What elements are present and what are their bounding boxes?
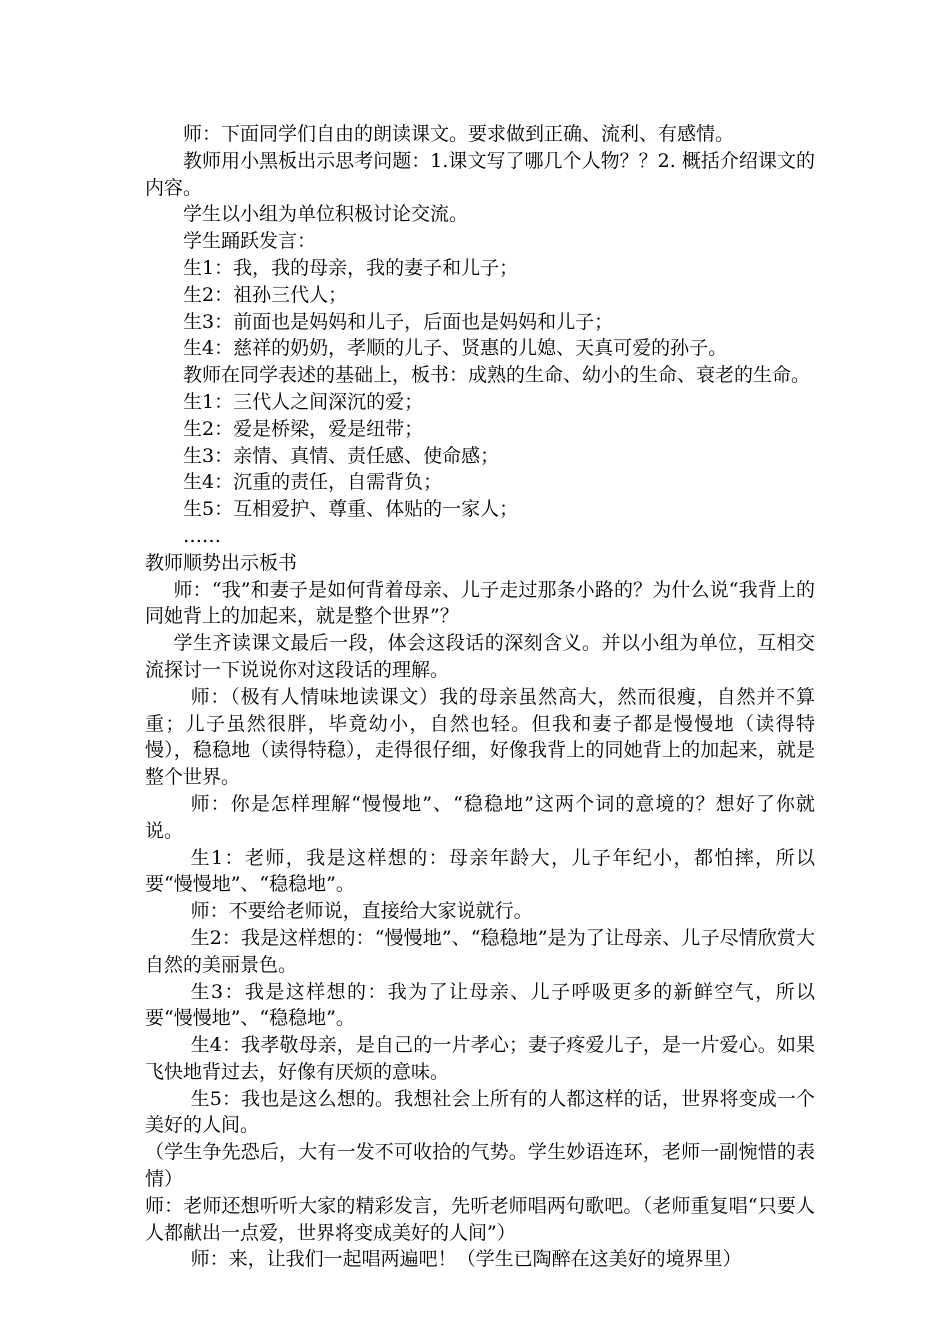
paragraph: 师：老师还想听听大家的精彩发言，先听老师唱两句歌吧。（老师重复唱“只要人人都献出一点爱，世界将变成美好的人间”）: [145, 1194, 815, 1244]
paragraph: 生4：我孝敬母亲，是自己的一片孝心；妻子疼爱儿子，是一片爱心。如果飞快地背过去，好像有厌烦的意味。: [145, 1034, 815, 1083]
paragraph: 师：（极有人情味地读课文）我的母亲虽然高大，然而很瘦，自然并不算重；儿子虽然很胖，毕竟幼小，自然也轻。但我和妻子都是慢慢地（读得特慢），稳稳地（读得特稳），走得很仔细，好像我背上的同她背上的加起来，就是整个世界。: [145, 685, 815, 789]
paragraph: 生5：互相爱护、尊重、体贴的一家人；: [183, 498, 519, 521]
paragraph: 师：下面同学们自由的朗读课文。要求做到正确、流利、有感情。: [183, 123, 735, 145]
paragraph: 生5：我也是这么想的。我想社会上所有的人都这样的话，世界将变成一个美好的人间。: [145, 1087, 815, 1137]
paragraph: 师：不要给老师说，直接给大家说就行。: [190, 900, 533, 923]
paragraph: 生2：我是这样想的：“慢慢地”、“稳稳地”是为了让母亲、儿子尽情欣赏大自然的美丽景色。: [145, 926, 815, 976]
paragraph: 生1：我，我的母亲，我的妻子和儿子；: [183, 256, 519, 279]
paragraph: 教师用小黑板出示思考问题：1.课文写了哪几个人物？？2. 概括介绍课文的内容。: [145, 149, 815, 199]
paragraph: 学生踊跃发言：: [183, 230, 317, 253]
paragraph: 生1：三代人之间深沉的爱；: [183, 390, 424, 413]
paragraph: 生3：前面也是妈妈和儿子，后面也是妈妈和儿子；: [183, 310, 614, 333]
lesson-text: [145, 121, 815, 1273]
paragraph: 生3：我是这样想的：我为了让母亲、儿子呼吸更多的新鲜空气，所以要“慢慢地”、“稳稳地”。: [145, 980, 815, 1030]
paragraph: 生2：祖孙三代人；: [183, 283, 348, 306]
paragraph: 学生以小组为单位积极讨论交流。: [183, 203, 469, 226]
paragraph: 师：“我”和妻子是如何背着母亲、儿子走过那条小路的？为什么说“我背上的同她背上的加起来，就是整个世界”？: [145, 578, 815, 628]
paragraph: （学生争先恐后，大有一发不可收拾的气势。学生妙语连环，老师一副惋惜的表情）: [145, 1141, 815, 1191]
heading-line: 教师顺势出示板书: [145, 551, 298, 574]
paragraph: 师：你是怎样理解“慢慢地”、“稳稳地”这两个词的意境的？想好了你就说。: [145, 792, 815, 842]
paragraph: 师：来，让我们一起唱两遍吧！（学生已陶醉在这美好的境界里）: [190, 1248, 742, 1271]
paragraph: 生4：沉重的责任，自需背负；: [183, 471, 443, 494]
paragraph: 学生齐读课文最后一段，体会这段话的深刻含义。并以小组为单位，互相交流探讨一下说说你对这段话的理解。: [145, 632, 815, 681]
paragraph: 教师在同学表述的基础上，板书：成熟的生命、幼小的生命、衰老的生命。: [183, 364, 811, 387]
paragraph: 生1：老师，我是这样想的：母亲年龄大，儿子年纪小，都怕摔，所以要“慢慢地”、“稳稳地”。: [145, 846, 815, 896]
paragraph: 生3：亲情、真情、责任感、使命感；: [183, 444, 500, 467]
paragraph: 生2：爱是桥梁，爱是纽带；: [183, 417, 424, 440]
paragraph: 生4：慈祥的奶奶，孝顺的儿子、贤惠的儿媳、天真可爱的孙子。: [183, 337, 728, 360]
paragraph: ……: [183, 524, 221, 547]
